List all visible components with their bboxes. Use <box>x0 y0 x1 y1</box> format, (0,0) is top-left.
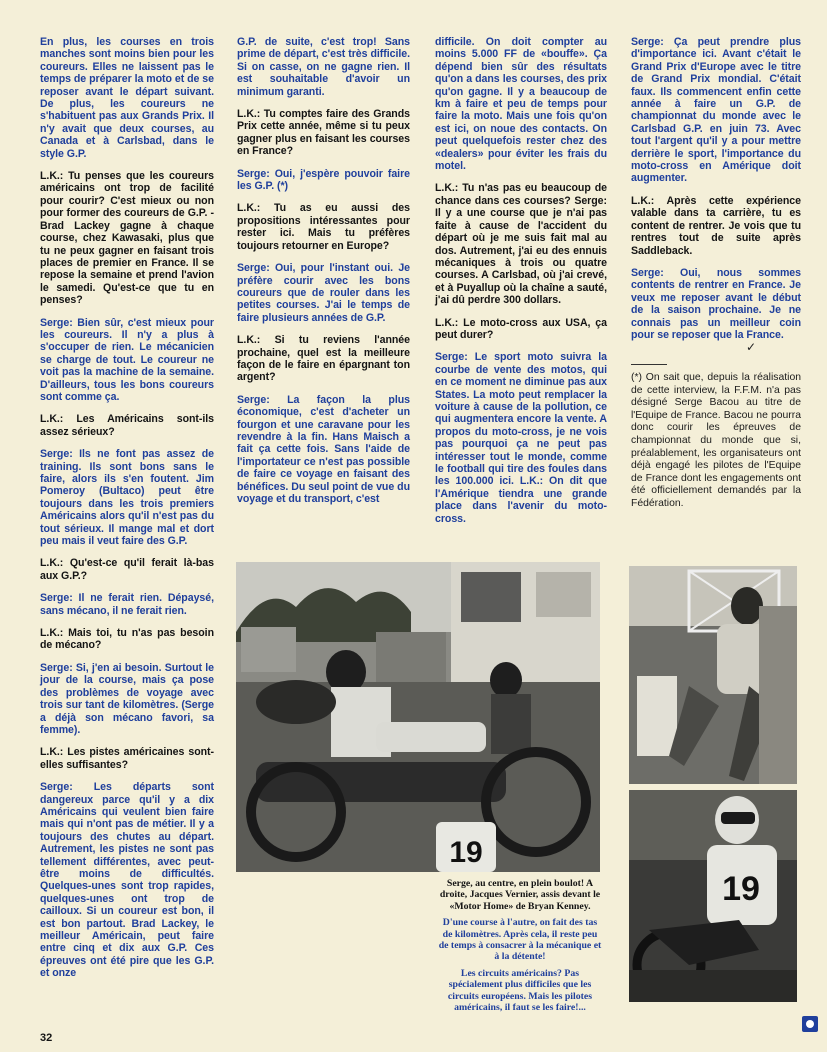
paragraph: L.K.: Le moto-cross aux USA, ça peut durer? <box>435 316 607 341</box>
paragraph: Serge: Le sport moto suivra la courbe de vente des motos, qui en ce moment ne diminue pas aux States. La moto peut remplacer la voiture à cause de la pollution, ce qui augmentera encore la vente. A propos du moto-cross, je ne vois pas pourquoi ça ne peut pas intéresser tout le monde, comme le football qui tire des foules dans les 100.000 ici. L.K.: On dit que l'Amérique tiendra une grande place dans l'avenir du moto-cross. <box>435 351 607 525</box>
paragraph: L.K.: Les Américains sont-ils assez sérieux? <box>40 413 214 438</box>
paragraph: Serge: La façon la plus économique, c'est d'acheter un fourgon et une caravane pour les revendre à la fin. Hans Maisch a fait ça cette fois. Sans l'aide de l'importateur ce n'est pas possible de faire ce voyage en faisant des bénéfices. Du seul point de vue du voyage et du transport, c'est <box>237 393 410 505</box>
article-column-1 <box>40 36 214 990</box>
paragraph: En plus, les courses en trois manches sont moins bien pour les coureurs. Elles ne laissent pas le temps de préparer la moto et de se reposer avant le départ suivant. De plus, les coureurs ne s'habituent pas aux Grands Prix. Il n'y avait que deux courses, au Canada et à Carlsbad, dans le style G.P. <box>40 36 214 160</box>
paragraph: difficile. On doit compter au moins 5.000 FF de «bouffe». Ça dépend bien sûr des résultats qu'on a dans les courses, des prix qu'on gagne. Il y a beaucoup de km à faire et peu de temps pour faire la moto. Mais une fois qu'on est ici, on noue des contacts. On peut quelquefois rester chez des «dealers» pour éviter les frais du motel. <box>435 36 607 173</box>
paragraph: Serge: Oui, nous sommes contents de rentrer en France. Je veux me reposer avant le début de la saison prochaine. Je ne connais pas un meilleur coin pour se reposer que la France. <box>631 266 801 341</box>
paragraph: G.P. de suite, c'est trop! Sans prime de départ, c'est très difficile. Si on casse, on ne gagne rien. Il est souhaitable d'avoir un minimum garanti. <box>237 36 410 98</box>
paragraph: Serge: Oui, j'espère pouvoir faire les G.P. (*) <box>237 167 410 193</box>
caption-circuits: Les circuits américains? Pas spécialement plus difficiles que les circuits européens. Mais les pilotes américains, il faut se les faire!... <box>447 967 593 1014</box>
hand-mark: ✓ <box>746 340 757 354</box>
photo-paddock-illustration <box>236 562 600 872</box>
page-number: 32 <box>40 1032 53 1044</box>
paragraph: L.K.: Tu comptes faire des Grands Prix cette année, même si tu peux gagner plus en faisant les courses en France? <box>237 108 410 158</box>
photo-rider-19 <box>629 790 797 1002</box>
paragraph: L.K.: Tu n'as pas eu beaucoup de chance dans ces courses? Serge: Il y a une course que je n'ai pas faite à cause de l'accident du départ où je me suis fait mal au dos. Autrement, j'ai eu des ennuis mécaniques à trois ou quatre courses. A Carlsbad, où j'ai crevé, et à Puyallup où la chaîne a sauté, j'ai dû perdre 300 dollars. <box>435 182 607 307</box>
caption-travel: D'une course à l'autre, on fait des tas de kilomètres. Après cela, il reste peu de temps à consacrer à la mécanique et à la détente! <box>438 917 602 963</box>
paragraph: L.K.: Qu'est-ce qu'il ferait là-bas aux G.P.? <box>40 557 214 582</box>
photo-paddock-mechanics <box>236 562 600 872</box>
caption-paddock: Serge, au centre, en plein boulot! A droite, Jacques Vernier, assis devant le «Motor Home» de Bryan Kenney. <box>439 878 601 912</box>
photo-resting-illustration <box>629 566 797 784</box>
article-column-4 <box>631 36 801 351</box>
paragraph: Serge: Oui, pour l'instant oui. Je préfère courir avec les bons coureurs que de rouler dans les petites courses. J'ai le temps de faire plusieurs années de G.P. <box>237 262 410 324</box>
paragraph: Serge: Bien sûr, c'est mieux pour les coureurs. Il n'y a plus à s'occuper de rien. Le mécanicien se charge de tout. Le coureur ne voit pas la machine de la semaine. D'ailleurs, tous les bons coureurs sont comme ça. <box>40 316 214 403</box>
paragraph: L.K.: Mais toi, tu n'as pas besoin de mécano? <box>40 627 214 652</box>
paragraph: L.K.: Les pistes américaines sont-elles suffisantes? <box>40 746 214 771</box>
photo-captions <box>438 878 602 1018</box>
paragraph: L.K.: Tu penses que les coureurs américains ont trop de facilité pour courir? C'est mieux ou non pour former des coureurs de G.P. - Brad Lackey gagne à chaque course, chez Kawasaki, plus que tu ne peux gagner en faisant trois places de premier en France. Il se repose la semaine et prend l'avion le samedi. Qu'est-ce que tu en penses? <box>40 170 214 307</box>
photo-rider-resting <box>629 566 797 784</box>
footnote: (*) On sait que, depuis la réalisation de cette interview, la F.F.M. n'a pas désigné Serge Bacou au titre de l'Equipe de France. Bacou ne pourra donc courir les épreuves de championnat du monde que si, préalablement, les organisateurs ont déjà engagé les pilotes de l'Equipe de France dont les engagements ont été officiellement demandés par la Fédération. <box>631 372 801 509</box>
paragraph: L.K.: Après cette expérience valable dans ta carrière, tu es content de rentrer. Je vois que tu rentres tout de suite après Saddleback. <box>631 194 801 257</box>
footnote-divider <box>631 364 667 365</box>
photo-rider-illustration <box>629 790 797 1002</box>
article-column-3 <box>435 36 607 535</box>
bike-number-plate: 19 <box>449 836 483 869</box>
article-column-2 <box>237 36 410 515</box>
paragraph: Serge: Ça peut prendre plus d'importance ici. Avant c'était le Grand Prix d'Europe avec le titre de Grand Prix mondial. C'était faux. Ils commencent enfin cette année à faire un G.P. de championnat du monde avec le Carlsbad G.P. en juin 73. Avec tout l'argent qu'il y a pour mettre derrière le sport, l'importance du moto-cross en Amérique doit augmenter. <box>631 36 801 185</box>
paragraph: L.K.: Si tu reviens l'année prochaine, quel est la meilleure façon de le faire en épargnant ton argent? <box>237 334 410 384</box>
paragraph: Serge: Si, j'en ai besoin. Surtout le jour de la course, mais ça pose des problèmes de voyage avec trois sur tant de kilomètres. (Serge a déjà son mécano favori, sa femme). <box>40 661 214 736</box>
paragraph: Serge: Il ne ferait rien. Dépaysé, sans mécano, il ne ferait rien. <box>40 592 214 617</box>
paragraph: Serge: Les départs sont dangereux parce qu'il y a dix Américains qui veulent bien faire mais qui n'ont pas de métier. Il y a toujours des chutes au départ. Autrement, les pistes ne sont pas tellement différentes, avec peut-être moins de difficultés. Quelques-unes sont trop rapides, quelques-unes ont trop de cailloux. Si un coureur est bon, il est bon partout. Brad Lackey, le meilleur Américain, peut faire entre cinq et dix aux G.P. Ces épreuves ont été pire que les G.P. et onze <box>40 781 214 980</box>
rider-bib-number: 19 <box>722 870 760 908</box>
paragraph: L.K.: Tu as eu aussi des propositions intéressantes pour rester ici. Mais tu préfères toujours retourner en Europe? <box>237 202 410 252</box>
corner-logo-icon <box>802 1016 818 1032</box>
paragraph: Serge: Ils ne font pas assez de training. Ils sont bons sans le faire, alors ils s'en foutent. Jim Pomeroy (Bultaco) peut être toujours dans les trois premiers Américains alors qu'il n'est pas du tout sérieux. Il mange mal et dort peu mais il veut faire des G.P. <box>40 448 214 548</box>
